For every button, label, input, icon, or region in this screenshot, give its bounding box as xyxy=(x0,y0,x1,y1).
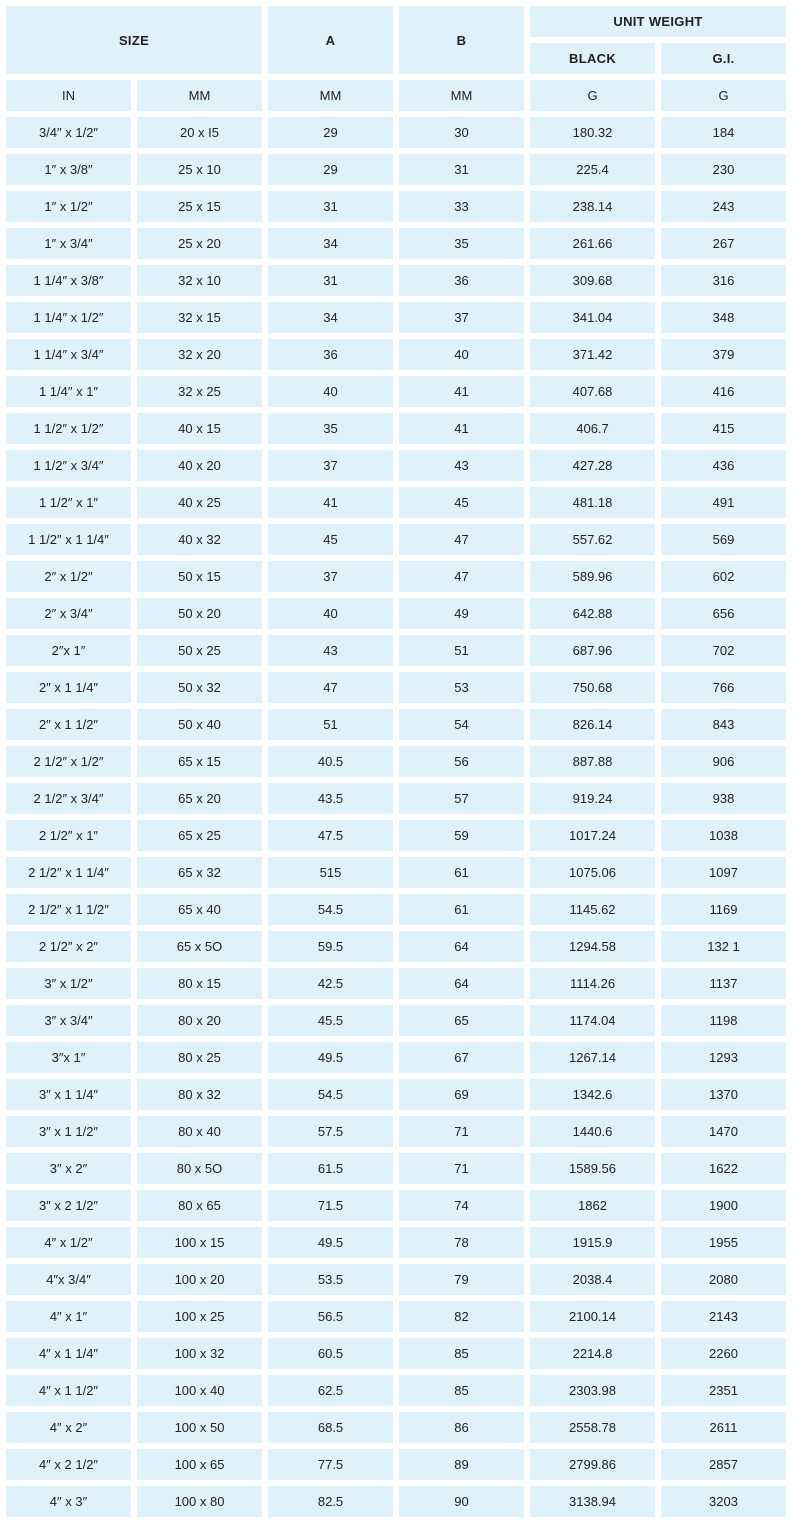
cell-in: 1 1/4″ x 1″ xyxy=(6,376,131,407)
cell-mm: 50 x 40 xyxy=(137,709,262,740)
cell-black: 887.88 xyxy=(530,746,655,777)
cell-gi: 184 xyxy=(661,117,786,148)
cell-b: 82 xyxy=(399,1301,524,1332)
header-b: B xyxy=(399,6,524,74)
cell-mm: 40 x 32 xyxy=(137,524,262,555)
cell-gi: 906 xyxy=(661,746,786,777)
cell-a: 77.5 xyxy=(268,1449,393,1480)
cell-a: 34 xyxy=(268,302,393,333)
cell-a: 43 xyxy=(268,635,393,666)
cell-black: 2038.4 xyxy=(530,1264,655,1295)
cell-in: 2″x 1″ xyxy=(6,635,131,666)
cell-b: 49 xyxy=(399,598,524,629)
cell-black: 2214.8 xyxy=(530,1338,655,1369)
cell-mm: 65 x 15 xyxy=(137,746,262,777)
cell-a: 515 xyxy=(268,857,393,888)
cell-in: 4″ x 3″ xyxy=(6,1486,131,1517)
cell-gi: 348 xyxy=(661,302,786,333)
cell-gi: 2857 xyxy=(661,1449,786,1480)
cell-black: 1915.9 xyxy=(530,1227,655,1258)
cell-b: 65 xyxy=(399,1005,524,1036)
cell-gi: 2351 xyxy=(661,1375,786,1406)
cell-b: 56 xyxy=(399,746,524,777)
table-row xyxy=(6,1079,786,1110)
cell-a: 29 xyxy=(268,117,393,148)
cell-gi: 2611 xyxy=(661,1412,786,1443)
cell-a: 37 xyxy=(268,450,393,481)
cell-mm: 80 x 5O xyxy=(137,1153,262,1184)
cell-a: 42.5 xyxy=(268,968,393,999)
cell-gi: 569 xyxy=(661,524,786,555)
cell-in: 1 1/2″ x 1″ xyxy=(6,487,131,518)
cell-b: 43 xyxy=(399,450,524,481)
table-row xyxy=(6,931,786,962)
cell-black: 1017.24 xyxy=(530,820,655,851)
cell-gi: 267 xyxy=(661,228,786,259)
cell-a: 71.5 xyxy=(268,1190,393,1221)
cell-a: 43.5 xyxy=(268,783,393,814)
cell-a: 49.5 xyxy=(268,1042,393,1073)
cell-in: 2 1/2″ x 3/4″ xyxy=(6,783,131,814)
cell-in: 4″ x 1 1/2″ xyxy=(6,1375,131,1406)
cell-in: 4″ x 2 1/2″ xyxy=(6,1449,131,1480)
unit-black: G xyxy=(530,80,655,111)
cell-mm: 100 x 50 xyxy=(137,1412,262,1443)
cell-black: 1589.56 xyxy=(530,1153,655,1184)
table-row xyxy=(6,709,786,740)
table-row xyxy=(6,450,786,481)
cell-in: 1 1/2″ x 3/4″ xyxy=(6,450,131,481)
table-row xyxy=(6,265,786,296)
cell-gi: 132 1 xyxy=(661,931,786,962)
cell-black: 309.68 xyxy=(530,265,655,296)
cell-a: 68.5 xyxy=(268,1412,393,1443)
cell-gi: 1955 xyxy=(661,1227,786,1258)
cell-black: 407.68 xyxy=(530,376,655,407)
cell-a: 54.5 xyxy=(268,894,393,925)
cell-black: 3138.94 xyxy=(530,1486,655,1517)
cell-b: 69 xyxy=(399,1079,524,1110)
cell-mm: 50 x 32 xyxy=(137,672,262,703)
cell-b: 51 xyxy=(399,635,524,666)
cell-a: 49.5 xyxy=(268,1227,393,1258)
table-row xyxy=(6,1042,786,1073)
cell-a: 40 xyxy=(268,376,393,407)
table-row xyxy=(6,1153,786,1184)
cell-mm: 20 x I5 xyxy=(137,117,262,148)
cell-a: 31 xyxy=(268,191,393,222)
cell-black: 1862 xyxy=(530,1190,655,1221)
cell-a: 53.5 xyxy=(268,1264,393,1295)
table-row xyxy=(6,672,786,703)
cell-gi: 2143 xyxy=(661,1301,786,1332)
table-row xyxy=(6,894,786,925)
cell-in: 3″ x 2 1/2″ xyxy=(6,1190,131,1221)
cell-gi: 702 xyxy=(661,635,786,666)
cell-gi: 938 xyxy=(661,783,786,814)
cell-black: 1267.14 xyxy=(530,1042,655,1073)
cell-in: 1 1/2″ x 1 1/4″ xyxy=(6,524,131,555)
cell-a: 40 xyxy=(268,598,393,629)
cell-mm: 40 x 15 xyxy=(137,413,262,444)
cell-a: 56.5 xyxy=(268,1301,393,1332)
cell-a: 35 xyxy=(268,413,393,444)
cell-black: 180.32 xyxy=(530,117,655,148)
cell-black: 919.24 xyxy=(530,783,655,814)
cell-a: 59.5 xyxy=(268,931,393,962)
cell-gi: 2260 xyxy=(661,1338,786,1369)
table-row xyxy=(6,561,786,592)
cell-b: 85 xyxy=(399,1375,524,1406)
unit-a: MM xyxy=(268,80,393,111)
table-body xyxy=(6,117,786,1517)
cell-b: 47 xyxy=(399,524,524,555)
cell-mm: 80 x 65 xyxy=(137,1190,262,1221)
cell-a: 34 xyxy=(268,228,393,259)
cell-black: 2799.86 xyxy=(530,1449,655,1480)
cell-in: 1 1/4″ x 1/2″ xyxy=(6,302,131,333)
cell-b: 30 xyxy=(399,117,524,148)
cell-b: 59 xyxy=(399,820,524,851)
cell-black: 1440.6 xyxy=(530,1116,655,1147)
cell-b: 64 xyxy=(399,931,524,962)
table-row xyxy=(6,524,786,555)
cell-mm: 65 x 32 xyxy=(137,857,262,888)
cell-in: 4″ x 1/2″ xyxy=(6,1227,131,1258)
cell-mm: 40 x 25 xyxy=(137,487,262,518)
table-row xyxy=(6,1005,786,1036)
cell-mm: 100 x 80 xyxy=(137,1486,262,1517)
cell-b: 57 xyxy=(399,783,524,814)
cell-black: 557.62 xyxy=(530,524,655,555)
cell-mm: 100 x 25 xyxy=(137,1301,262,1332)
cell-b: 71 xyxy=(399,1116,524,1147)
cell-in: 3″ x 2″ xyxy=(6,1153,131,1184)
cell-gi: 766 xyxy=(661,672,786,703)
cell-a: 60.5 xyxy=(268,1338,393,1369)
cell-in: 2 1/2″ x 1 1/2″ xyxy=(6,894,131,925)
cell-a: 45 xyxy=(268,524,393,555)
table-row xyxy=(6,820,786,851)
cell-a: 47.5 xyxy=(268,820,393,851)
cell-mm: 100 x 20 xyxy=(137,1264,262,1295)
cell-b: 89 xyxy=(399,1449,524,1480)
cell-gi: 1038 xyxy=(661,820,786,851)
unit-b: MM xyxy=(399,80,524,111)
cell-b: 61 xyxy=(399,894,524,925)
cell-mm: 80 x 32 xyxy=(137,1079,262,1110)
table-row xyxy=(6,1116,786,1147)
unit-in: IN xyxy=(6,80,131,111)
cell-mm: 80 x 15 xyxy=(137,968,262,999)
cell-a: 54.5 xyxy=(268,1079,393,1110)
cell-in: 3″ x 1 1/4″ xyxy=(6,1079,131,1110)
cell-b: 64 xyxy=(399,968,524,999)
cell-black: 1174.04 xyxy=(530,1005,655,1036)
unit-gi: G xyxy=(661,80,786,111)
cell-gi: 602 xyxy=(661,561,786,592)
cell-mm: 32 x 20 xyxy=(137,339,262,370)
cell-mm: 65 x 40 xyxy=(137,894,262,925)
cell-black: 2558.78 xyxy=(530,1412,655,1443)
cell-b: 41 xyxy=(399,413,524,444)
cell-black: 341.04 xyxy=(530,302,655,333)
header-gi: G.I. xyxy=(661,43,786,74)
cell-black: 687.96 xyxy=(530,635,655,666)
cell-mm: 80 x 40 xyxy=(137,1116,262,1147)
cell-in: 2 1/2″ x 2″ xyxy=(6,931,131,962)
cell-b: 33 xyxy=(399,191,524,222)
header-black: BLACK xyxy=(530,43,655,74)
cell-b: 71 xyxy=(399,1153,524,1184)
cell-gi: 415 xyxy=(661,413,786,444)
header-unit-weight: UNIT WEIGHT xyxy=(530,6,786,37)
cell-in: 4″ x 1 1/4″ xyxy=(6,1338,131,1369)
cell-black: 1342.6 xyxy=(530,1079,655,1110)
cell-in: 4″ x 1″ xyxy=(6,1301,131,1332)
cell-b: 35 xyxy=(399,228,524,259)
cell-gi: 1198 xyxy=(661,1005,786,1036)
cell-gi: 491 xyxy=(661,487,786,518)
table-row xyxy=(6,1227,786,1258)
cell-gi: 416 xyxy=(661,376,786,407)
cell-gi: 1900 xyxy=(661,1190,786,1221)
cell-gi: 1470 xyxy=(661,1116,786,1147)
cell-black: 481.18 xyxy=(530,487,655,518)
cell-mm: 25 x 20 xyxy=(137,228,262,259)
cell-mm: 100 x 40 xyxy=(137,1375,262,1406)
cell-mm: 32 x 25 xyxy=(137,376,262,407)
cell-b: 41 xyxy=(399,376,524,407)
cell-in: 1 1/2″ x 1/2″ xyxy=(6,413,131,444)
cell-b: 78 xyxy=(399,1227,524,1258)
cell-black: 238.14 xyxy=(530,191,655,222)
cell-in: 3″x 1″ xyxy=(6,1042,131,1073)
cell-black: 1114.26 xyxy=(530,968,655,999)
cell-b: 53 xyxy=(399,672,524,703)
table-row xyxy=(6,413,786,444)
cell-in: 3″ x 1 1/2″ xyxy=(6,1116,131,1147)
header-size: SIZE xyxy=(6,6,262,74)
table-row xyxy=(6,1449,786,1480)
cell-a: 41 xyxy=(268,487,393,518)
cell-mm: 25 x 15 xyxy=(137,191,262,222)
cell-gi: 230 xyxy=(661,154,786,185)
table-row xyxy=(6,598,786,629)
cell-mm: 80 x 25 xyxy=(137,1042,262,1073)
cell-black: 642.88 xyxy=(530,598,655,629)
table-row xyxy=(6,857,786,888)
cell-mm: 50 x 25 xyxy=(137,635,262,666)
cell-b: 47 xyxy=(399,561,524,592)
cell-in: 2 1/2″ x 1/2″ xyxy=(6,746,131,777)
cell-in: 2 1/2″ x 1 1/4″ xyxy=(6,857,131,888)
table-row xyxy=(6,302,786,333)
cell-mm: 65 x 25 xyxy=(137,820,262,851)
cell-mm: 100 x 15 xyxy=(137,1227,262,1258)
cell-in: 1″ x 3/4″ xyxy=(6,228,131,259)
cell-in: 3/4″ x 1/2″ xyxy=(6,117,131,148)
cell-a: 31 xyxy=(268,265,393,296)
cell-in: 2″ x 1/2″ xyxy=(6,561,131,592)
cell-a: 45.5 xyxy=(268,1005,393,1036)
cell-black: 826.14 xyxy=(530,709,655,740)
cell-mm: 50 x 20 xyxy=(137,598,262,629)
cell-in: 4″ x 2″ xyxy=(6,1412,131,1443)
cell-black: 589.96 xyxy=(530,561,655,592)
cell-b: 61 xyxy=(399,857,524,888)
cell-mm: 32 x 10 xyxy=(137,265,262,296)
table-row xyxy=(6,1190,786,1221)
cell-in: 2 1/2″ x 1″ xyxy=(6,820,131,851)
table-row xyxy=(6,228,786,259)
cell-b: 79 xyxy=(399,1264,524,1295)
cell-gi: 1370 xyxy=(661,1079,786,1110)
cell-gi: 316 xyxy=(661,265,786,296)
cell-black: 261.66 xyxy=(530,228,655,259)
cell-b: 86 xyxy=(399,1412,524,1443)
table-row xyxy=(6,1412,786,1443)
cell-in: 2″ x 3/4″ xyxy=(6,598,131,629)
cell-gi: 1293 xyxy=(661,1042,786,1073)
cell-in: 1 1/4″ x 3/8″ xyxy=(6,265,131,296)
cell-in: 3″ x 3/4″ xyxy=(6,1005,131,1036)
cell-gi: 1169 xyxy=(661,894,786,925)
cell-b: 40 xyxy=(399,339,524,370)
cell-b: 85 xyxy=(399,1338,524,1369)
table-row xyxy=(6,1486,786,1517)
cell-b: 36 xyxy=(399,265,524,296)
cell-black: 406.7 xyxy=(530,413,655,444)
table-row xyxy=(6,191,786,222)
cell-in: 2″ x 1 1/4″ xyxy=(6,672,131,703)
cell-black: 225.4 xyxy=(530,154,655,185)
cell-in: 3″ x 1/2″ xyxy=(6,968,131,999)
table-row xyxy=(6,1264,786,1295)
cell-gi: 3203 xyxy=(661,1486,786,1517)
table-row xyxy=(6,968,786,999)
cell-a: 40.5 xyxy=(268,746,393,777)
cell-gi: 656 xyxy=(661,598,786,629)
cell-gi: 379 xyxy=(661,339,786,370)
cell-in: 4″x 3/4″ xyxy=(6,1264,131,1295)
unit-mm: MM xyxy=(137,80,262,111)
cell-black: 2100.14 xyxy=(530,1301,655,1332)
table-row xyxy=(6,154,786,185)
cell-in: 1 1/4″ x 3/4″ xyxy=(6,339,131,370)
cell-a: 82.5 xyxy=(268,1486,393,1517)
cell-mm: 65 x 5O xyxy=(137,931,262,962)
cell-b: 67 xyxy=(399,1042,524,1073)
table-row xyxy=(6,487,786,518)
cell-gi: 1137 xyxy=(661,968,786,999)
cell-b: 74 xyxy=(399,1190,524,1221)
table-row xyxy=(6,117,786,148)
cell-b: 31 xyxy=(399,154,524,185)
cell-a: 51 xyxy=(268,709,393,740)
cell-a: 61.5 xyxy=(268,1153,393,1184)
cell-black: 371.42 xyxy=(530,339,655,370)
table-row xyxy=(6,746,786,777)
cell-in: 1″ x 3/8″ xyxy=(6,154,131,185)
table-row xyxy=(6,783,786,814)
table-row xyxy=(6,339,786,370)
cell-gi: 243 xyxy=(661,191,786,222)
table-row xyxy=(6,1301,786,1332)
cell-mm: 32 x 15 xyxy=(137,302,262,333)
cell-b: 37 xyxy=(399,302,524,333)
cell-black: 2303.98 xyxy=(530,1375,655,1406)
cell-a: 36 xyxy=(268,339,393,370)
cell-a: 62.5 xyxy=(268,1375,393,1406)
cell-in: 1″ x 1/2″ xyxy=(6,191,131,222)
table-row xyxy=(6,635,786,666)
cell-in: 2″ x 1 1/2″ xyxy=(6,709,131,740)
cell-a: 29 xyxy=(268,154,393,185)
table-row xyxy=(6,1375,786,1406)
cell-gi: 2080 xyxy=(661,1264,786,1295)
header-a: A xyxy=(268,6,393,74)
cell-gi: 1622 xyxy=(661,1153,786,1184)
cell-black: 750.68 xyxy=(530,672,655,703)
cell-a: 57.5 xyxy=(268,1116,393,1147)
cell-mm: 100 x 65 xyxy=(137,1449,262,1480)
cell-gi: 436 xyxy=(661,450,786,481)
cell-a: 47 xyxy=(268,672,393,703)
cell-a: 37 xyxy=(268,561,393,592)
cell-black: 1145.62 xyxy=(530,894,655,925)
table-row xyxy=(6,1338,786,1369)
cell-black: 1294.58 xyxy=(530,931,655,962)
cell-black: 1075.06 xyxy=(530,857,655,888)
cell-mm: 25 x 10 xyxy=(137,154,262,185)
cell-mm: 80 x 20 xyxy=(137,1005,262,1036)
cell-black: 427.28 xyxy=(530,450,655,481)
cell-b: 90 xyxy=(399,1486,524,1517)
cell-mm: 50 x 15 xyxy=(137,561,262,592)
cell-mm: 40 x 20 xyxy=(137,450,262,481)
table-row xyxy=(6,376,786,407)
cell-b: 54 xyxy=(399,709,524,740)
cell-mm: 100 x 32 xyxy=(137,1338,262,1369)
cell-b: 45 xyxy=(399,487,524,518)
cell-gi: 843 xyxy=(661,709,786,740)
cell-gi: 1097 xyxy=(661,857,786,888)
cell-mm: 65 x 20 xyxy=(137,783,262,814)
